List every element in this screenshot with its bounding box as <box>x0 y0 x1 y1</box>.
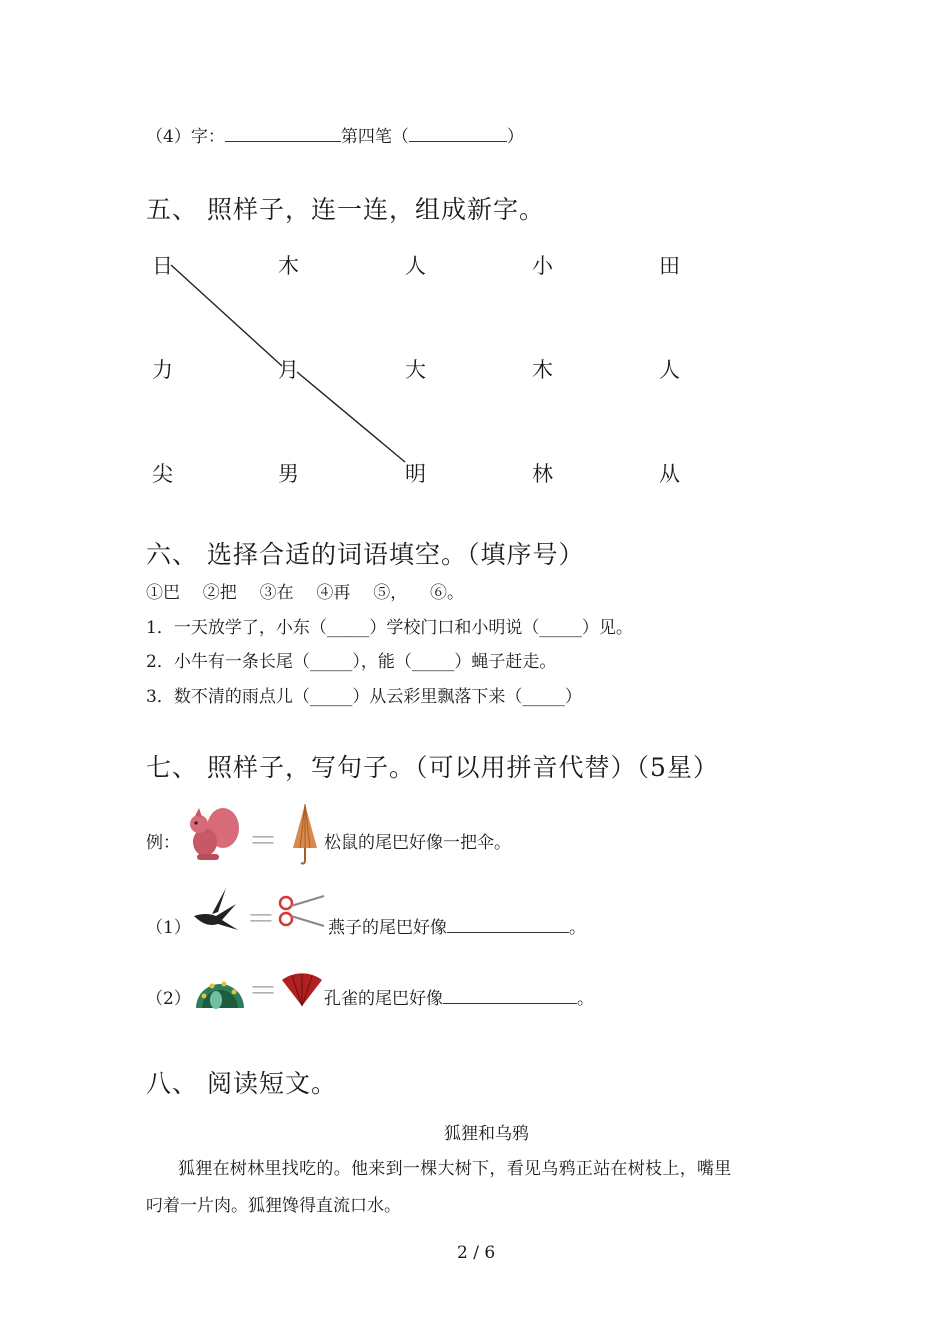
stroke-label: 第四笔（ <box>340 127 409 147</box>
peacock-icon <box>194 966 246 1010</box>
section-6-title: 六、 选择合适的词语填空。（填序号） <box>146 540 585 569</box>
q2-label: （2） <box>146 989 191 1009</box>
story-title: 狐狸和乌鸦 <box>444 1124 529 1144</box>
example-label: 例： <box>146 833 180 853</box>
connect-line-1 <box>171 265 282 366</box>
q1-end: 。 <box>569 918 586 938</box>
grid-char[interactable]: 人 <box>405 254 426 278</box>
grid-char[interactable]: 人 <box>659 358 680 382</box>
grid-char[interactable]: 田 <box>659 254 680 278</box>
q1-label: （1） <box>146 918 191 938</box>
grid-char[interactable]: 月 <box>278 358 299 382</box>
grid-char[interactable]: 日 <box>152 254 173 278</box>
fill-item-3[interactable]: 3．数不清的雨点儿（_____）从云彩里飘落下来（_____） <box>146 687 582 707</box>
squirrel-icon <box>185 806 241 864</box>
grid-char[interactable]: 林 <box>532 462 553 486</box>
story-paragraph-line-2: 叼着一片肉。狐狸馋得直流口水。 <box>146 1196 401 1216</box>
grid-char[interactable]: 木 <box>532 358 553 382</box>
grid-char[interactable]: 从 <box>659 462 680 486</box>
connect-line-2 <box>297 372 405 462</box>
section-8-title: 八、 阅读短文。 <box>146 1069 337 1098</box>
q1-sentence <box>328 913 586 938</box>
example-sentence: 松鼠的尾巴好像一把伞。 <box>324 833 511 853</box>
grid-char[interactable]: 大 <box>405 358 426 382</box>
grid-char[interactable]: 尖 <box>152 462 173 486</box>
close-paren: ） <box>506 127 524 147</box>
swallow-icon <box>192 886 240 932</box>
fill-item-1[interactable]: 1．一天放学了，小东（_____）学校门口和小明说（_____）见。 <box>146 618 633 638</box>
section-7-title: 七、 照样子，写句子。（可以用拼音代替）（5星） <box>146 753 719 782</box>
equals-sign: ＝ <box>248 974 278 1009</box>
grid-char[interactable]: 木 <box>278 254 299 278</box>
q2-sentence <box>324 984 594 1009</box>
page-number: 2 / 6 <box>457 1243 496 1263</box>
grid-char[interactable]: 力 <box>152 358 173 382</box>
answer-blank[interactable] <box>447 918 569 933</box>
equals-sign: ＝ <box>246 902 276 937</box>
scissors-icon <box>278 894 326 928</box>
umbrella-icon <box>290 802 320 866</box>
grid-char[interactable]: 男 <box>278 462 299 486</box>
story-paragraph-line-1: 狐狸在树林里找吃的。他来到一棵大树下，看见乌鸦正站在树枝上，嘴里 <box>178 1159 732 1179</box>
question-4-label: （4）字： <box>146 127 225 147</box>
fill-item-2[interactable]: 2．小牛有一条长尾（_____），能（_____）蝇子赶走。 <box>146 652 557 672</box>
section-5-title: 五、 照样子，连一连，组成新字。 <box>146 195 545 224</box>
equals-sign: ＝ <box>248 824 278 859</box>
q2-text: 孔雀的尾巴好像 <box>324 989 443 1009</box>
word-options: ①巴 ②把 ③在 ④再 ⑤， ⑥。 <box>146 583 465 603</box>
grid-char[interactable]: 小 <box>532 254 553 278</box>
grid-char[interactable]: 明 <box>405 462 426 486</box>
answer-blank[interactable] <box>443 989 577 1004</box>
q1-text: 燕子的尾巴好像 <box>328 918 447 938</box>
example-connect-line <box>0 0 950 520</box>
fan-icon <box>280 972 324 1008</box>
q2-end: 。 <box>577 989 594 1009</box>
